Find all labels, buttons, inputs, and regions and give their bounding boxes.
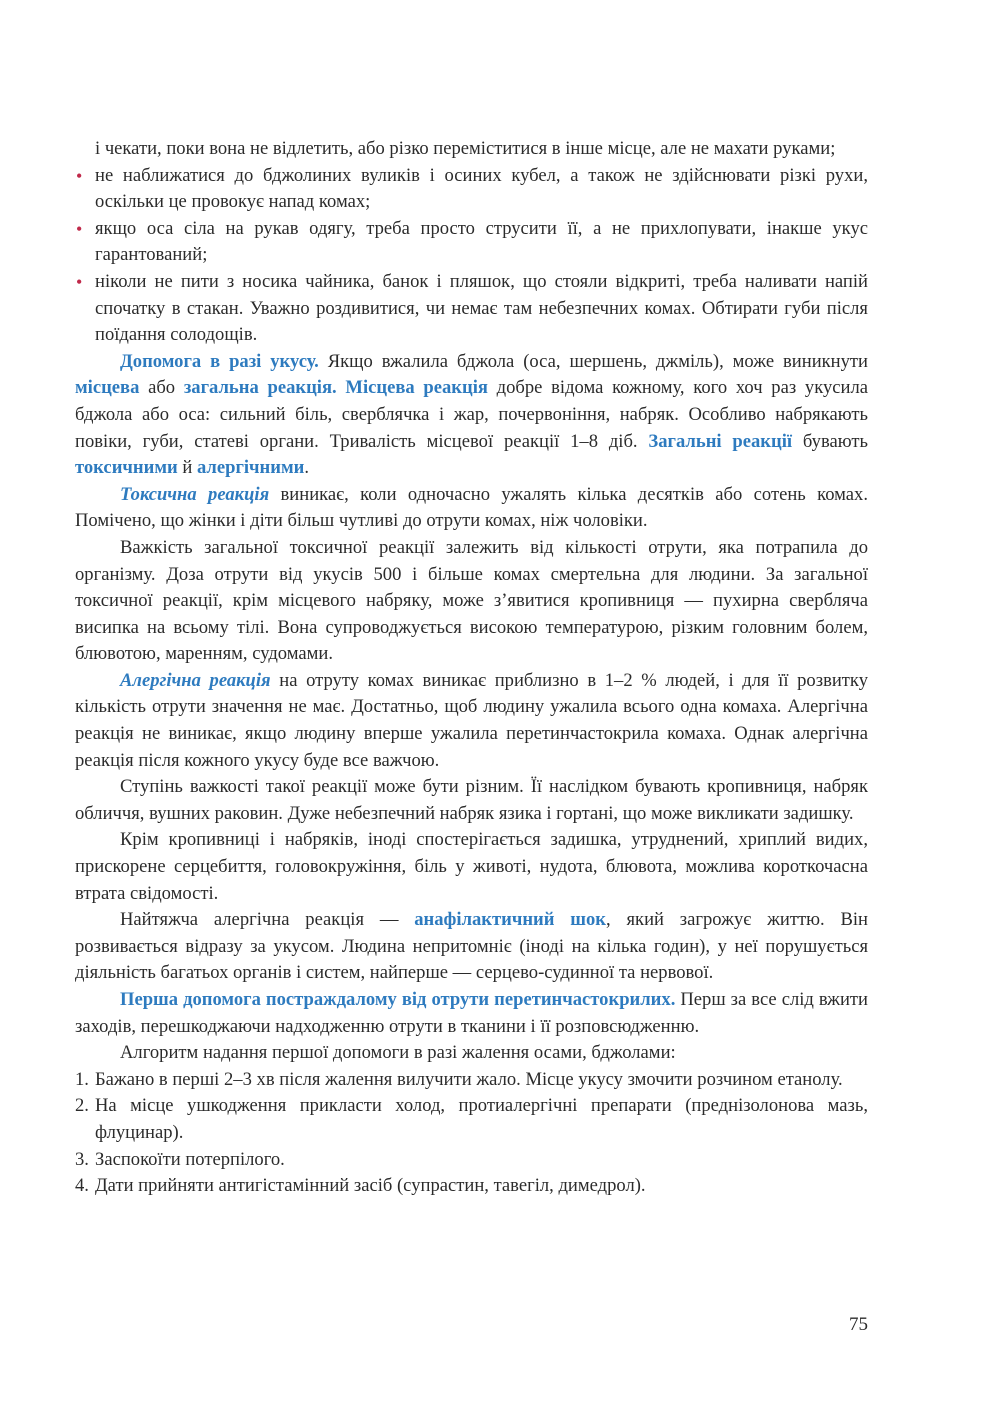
paragraph: Крім кропивниці і набряків, іноді спостерігається задишка, утруднений, хриплий видих, прискорене серцебиття, головокружіння, біль у животі, нудота, блювота, можлива короткочасна втрата свідомості. (75, 829, 868, 904)
item-number: 4. (75, 1175, 89, 1197)
term: місцева (75, 377, 140, 399)
term-italic: Алергічна реакція (120, 669, 271, 691)
term: токсичними (75, 457, 178, 479)
term: загальна реакція. (183, 377, 337, 399)
text-run: або (139, 377, 184, 399)
bullet-icon: • (76, 218, 83, 239)
term: алергічними (196, 457, 305, 479)
item-number: 3. (75, 1148, 89, 1170)
page-number: 75 (849, 1314, 868, 1335)
text-run: виникає, коли одночасно ужалять кілька десятків або сотень комах. Помічено, що жінки і діти більш чутливі до отрути комах, ніж чоловіки. (75, 483, 868, 532)
bullet-icon: • (76, 165, 83, 186)
text-run: , який загрожує життю. Він розвивається відразу за укусом. Людина непритомніє (іноді на кілька годин), у неї порушується діяльність багатьох органів і систем, найперше — серцево-судинної та нервової. (75, 909, 868, 984)
paragraph-anaphylaxis (75, 907, 868, 987)
numbered-item (75, 1173, 868, 1200)
text-run: Перш за все слід вжити заходів, перешкоджаючи надходженню отрути в тканини і її розповсюдженню. (75, 989, 868, 1037)
paragraph-toxic-reaction (75, 482, 868, 535)
term: Загальні реакції (648, 430, 793, 452)
text-run: бувають (792, 430, 868, 452)
list-item (75, 216, 868, 269)
numbered-item (75, 1147, 868, 1174)
paragraph-allergic-reaction (75, 668, 868, 774)
item-number: 2. (75, 1095, 89, 1117)
list-item (75, 163, 868, 216)
term: анафілактичний шок (414, 909, 607, 931)
item-text: Заспокоїти потерпілого. (95, 1148, 285, 1170)
item-text: На місце ушкодження прикласти холод, протиалергічні препарати (преднізолонова мазь, флуцинар). (95, 1095, 868, 1143)
text-run: й (177, 457, 197, 479)
item-number: 1. (75, 1068, 89, 1090)
term-italic: Токсична реакція (120, 483, 270, 505)
paragraph: Ступінь важкості такої реакції може бути різним. Її наслідком бувають кропивниця, набряк обличчя, вушних раковин. Дуже небезпечний набряк язика і гортані, що може викликати задишку. (75, 776, 868, 824)
text-run: на отруту комах виникає приблизно в 1–2 % людей, і для її розвитку кількість отрути значення не має. Достатньо, щоб людину ужалила всього одна комаха. Алергічна реакція не виникає, якщо людину вперше ужалила перетинчастокрила комаха. Однак алергічна реакція після кожного укусу буде все важчою. (75, 669, 868, 771)
item-text: Бажано в перші 2–3 хв після жалення вилучити жало. Місце укусу змочити розчином етанолу. (95, 1068, 843, 1090)
paragraph: Важкість загальної токсичної реакції залежить від кількості отрути, яка потрапила до організму. Доза отрути від укусів 500 і більше комах смертельна для людини. За загальної токсичної реакції, крім місцевого набряку, може з’явитися кропивниця — пухирна свербляча висипка на всьому тілі. Вона супроводжується високою температурою, різким головним болем, блювотою, маренням, судомами. (75, 536, 868, 665)
list-item-text: не наближатися до бджолиних вуликів і осиних кубел, а також не здійснювати різкі рухи, оскільки це провокує напад комах; (95, 164, 868, 213)
paragraph-first-aid (75, 987, 868, 1040)
bullet-icon: • (76, 271, 83, 292)
list-item (75, 269, 868, 349)
section-heading: Допомога в разі укусу. (120, 350, 319, 372)
page-body (75, 136, 868, 1200)
item-text: Дати прийняти антигістамінний засіб (супрастин, тавегіл, димедрол). (95, 1175, 646, 1197)
text-run: . (304, 457, 309, 479)
section-heading: Перша допомога постраждалому від отрути перетинчастокрилих. (120, 989, 676, 1010)
paragraph-algorithm-intro: Алгоритм надання першої допомоги в разі жалення осами, бджолами: (120, 1042, 676, 1064)
numbered-item (75, 1093, 868, 1146)
numbered-item (75, 1067, 868, 1094)
text-run: Найтяжча алергічна реакція — (120, 909, 415, 931)
list-item-text: якщо оса сіла на рукав одягу, треба просто струсити її, а не прихлопувати, інакше укус гарантований; (95, 217, 868, 266)
text-run: Якщо вжалила бджола (оса, шершень, джміль), може виникнути (318, 350, 869, 372)
paragraph-bite-help (75, 349, 868, 482)
list-item-text: ніколи не пити з носика чайника, банок і пляшок, що стояли відкриті, треба наливати напій спочатку в стакан. Уважно роздивитися, чи немає там небезпечних комах. Обтирати губи після поїдання солодощів. (95, 270, 868, 346)
text-run: добре відома кожному, кого хоч раз укусила бджола або оса: сильний біль, сверблячка і жар, почервоніння, набряк. Особливо набрякають повіки, губи, статеві органи. Тривалість місцевої реакції 1–8 діб. (75, 377, 869, 452)
term: Місцева реакція (345, 377, 488, 399)
continued-list-text: і чекати, поки вона не відлетить, або різко переміститися в інше місце, але не махати руками; (95, 138, 836, 159)
